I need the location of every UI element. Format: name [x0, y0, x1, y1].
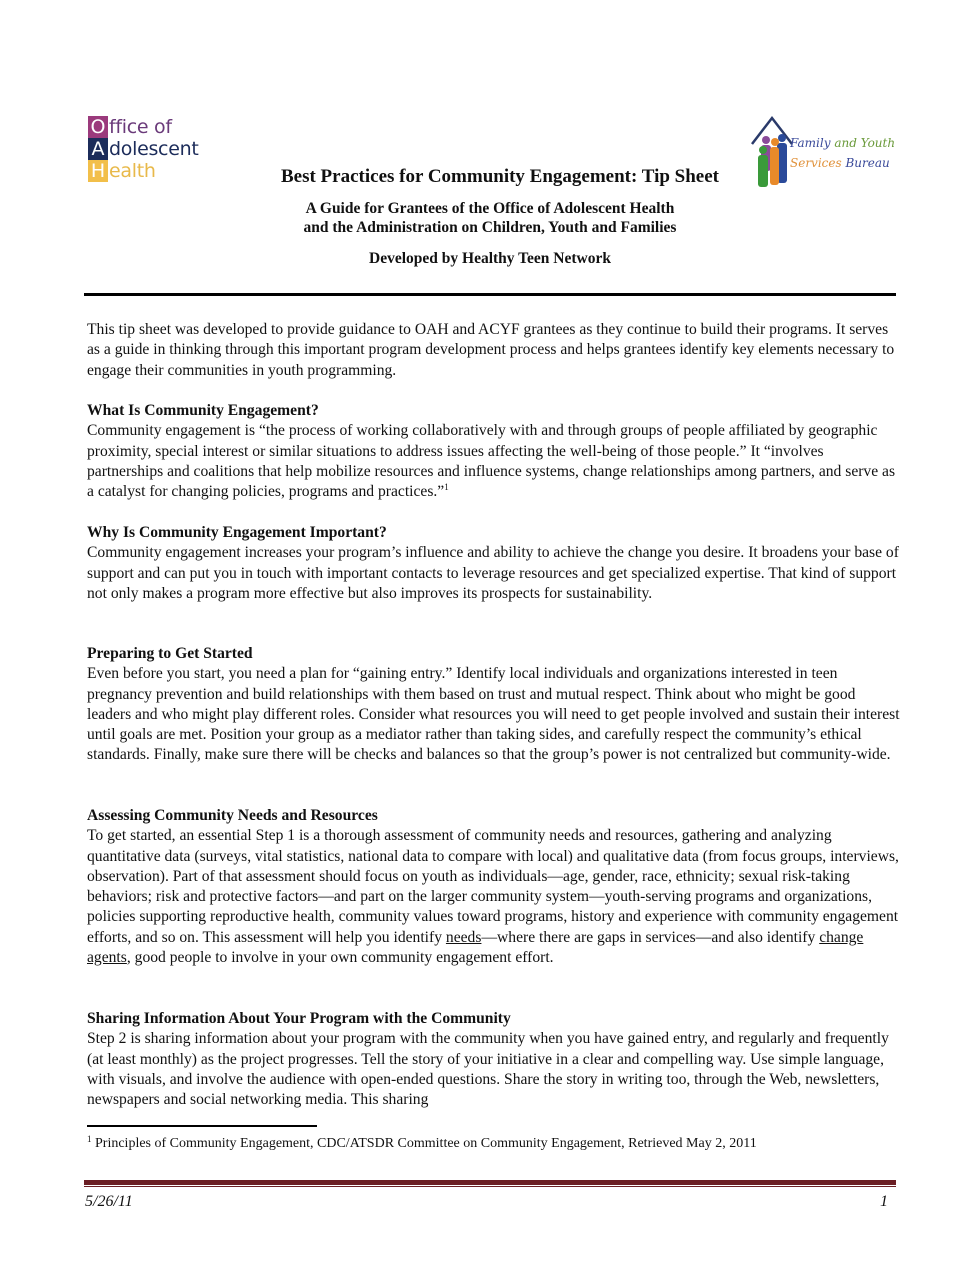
section-heading: Sharing Information About Your Program with the Community [87, 1010, 511, 1027]
intro-text: This tip sheet was developed to provide guidance to OAH and ACYF grantees as they continue to build their programs. It serves as a guide in thinking through this important program development process and helps grantees identify key elements necessary to engage their communities in youth programming. [87, 321, 895, 379]
footnote-divider [87, 1125, 317, 1127]
oah-word-adolescent: dolescent [109, 137, 199, 160]
footnote-text: Principles of Community Engagement, CDC/ATSDR Committee on Community Engagement, Retrieved May 2, 2011 [91, 1136, 757, 1151]
fysb-logo-text-line1 [790, 136, 895, 150]
underlined-term-needs: needs [445, 928, 482, 946]
oah-letter-o: O [88, 116, 108, 138]
intro-paragraph [87, 320, 902, 381]
page-number: 1 [880, 1193, 888, 1210]
fysb-word-bureau: Bureau [841, 156, 890, 170]
footer-divider [84, 1180, 896, 1185]
oah-logo-row-office [88, 116, 172, 138]
section-heading: Assessing Community Needs and Resources [87, 807, 378, 824]
header-divider [84, 293, 896, 296]
document-author: Developed by Healthy Teen Network [369, 250, 611, 267]
document-subtitle-line2: and the Administration on Children, Youth and Families [303, 219, 677, 236]
fysb-word-and-youth: and Youth [830, 136, 896, 150]
fysb-word-services: Services [790, 156, 842, 170]
footnote-number: 1 [87, 1134, 92, 1144]
section-body-part2: —where there are gaps in services—and also identify [481, 928, 820, 946]
section-body: Step 2 is sharing information about your program with the community when you have gained entry, and regularly and frequently (at least monthly) as the project progresses. Tell the story of your initiative in a clear and compelling way. Use simple language, with visuals, and involve the audience with open-ended questions. Share the story in writing too, through the Web, newsletters, newspapers and social networking media. This sharing [87, 1030, 889, 1109]
section-body: Community engagement increases your program’s influence and ability to achieve the change you desire. It broadens your base of support and can put you in touch with important contacts to leverage resources and get specialized expertise. That kind of support not only makes a program more effective but also improves its prospects for sustainability. [87, 544, 899, 602]
document-subtitle-line1: A Guide for Grantees of the Office of Adolescent Health [305, 200, 675, 217]
section-preparing-to-get-started [87, 644, 902, 766]
section-heading: Preparing to Get Started [87, 645, 253, 662]
section-body: Even before you start, you need a plan for “gaining entry.” Identify local individuals and organizations interested in teen pregnancy prevention and build relationships with them based on trust and mutual respect. Think about who might be good leaders and who might play different roles. Consider what resources you will need to get people involved and sustain their interest until goals are met. Position your group as a mediator rather than taking sides, and carefully respect the community’s ethical standards. Finally, make sure there will be checks and balances so that the group’s power is not centralized but community-wide. [87, 665, 900, 764]
section-why-important [87, 523, 902, 604]
oah-word-health: ealth [109, 159, 156, 182]
underlined-term-change-agents: change agents [87, 928, 864, 967]
section-heading: What Is Community Engagement? [87, 402, 319, 419]
fysb-word-family: Family [790, 136, 831, 150]
section-what-is-community-engagement [87, 401, 902, 502]
footnote-reference[interactable]: 1 [444, 482, 449, 493]
footer-divider-thin [84, 1186, 896, 1187]
section-body: Community engagement is “the process of working collaboratively with and through groups of people affiliated by geographic proximity, special interest or similar situations to address issues affecting the well-being of those people.” It “involves partnerships and coalitions that help mobilize resources and influence systems, change relationships among partners, and serve as a catalyst for changing policies, programs and practices.” [87, 422, 896, 501]
section-sharing-information [87, 1009, 902, 1110]
document-title: Best Practices for Community Engagement: Tip Sheet [280, 166, 719, 187]
oah-word-office: ffice of [109, 115, 172, 138]
section-body-part1: To get started, an essential Step 1 is a thorough assessment of community needs and resources, gathering and analyzing quantitative data (surveys, vital statistics, national data to compare with local) and qualitative data (from focus groups, interviews, observation). Part of that assessment should focus on youth as individuals—age, gender, race, ethnicity; sexual risk-taking behaviors; risk and protective factors—and part on the larger community system—youth-serving programs and organizations, policies supporting reproductive health, community values toward programs, history and experience with community engagement efforts, and so on. This assessment will help you identify [87, 827, 899, 946]
section-heading: Why Is Community Engagement Important? [87, 524, 387, 541]
footer-date: 5/26/11 [85, 1193, 133, 1210]
oah-logo-row-adolescent [88, 138, 198, 160]
footnote [87, 1134, 757, 1152]
section-body-part3: , good people to involve in your own community engagement effort. [126, 949, 554, 967]
oah-letter-a: A [88, 138, 108, 160]
oah-letter-h: H [88, 160, 108, 182]
section-assessing-needs [87, 806, 902, 968]
